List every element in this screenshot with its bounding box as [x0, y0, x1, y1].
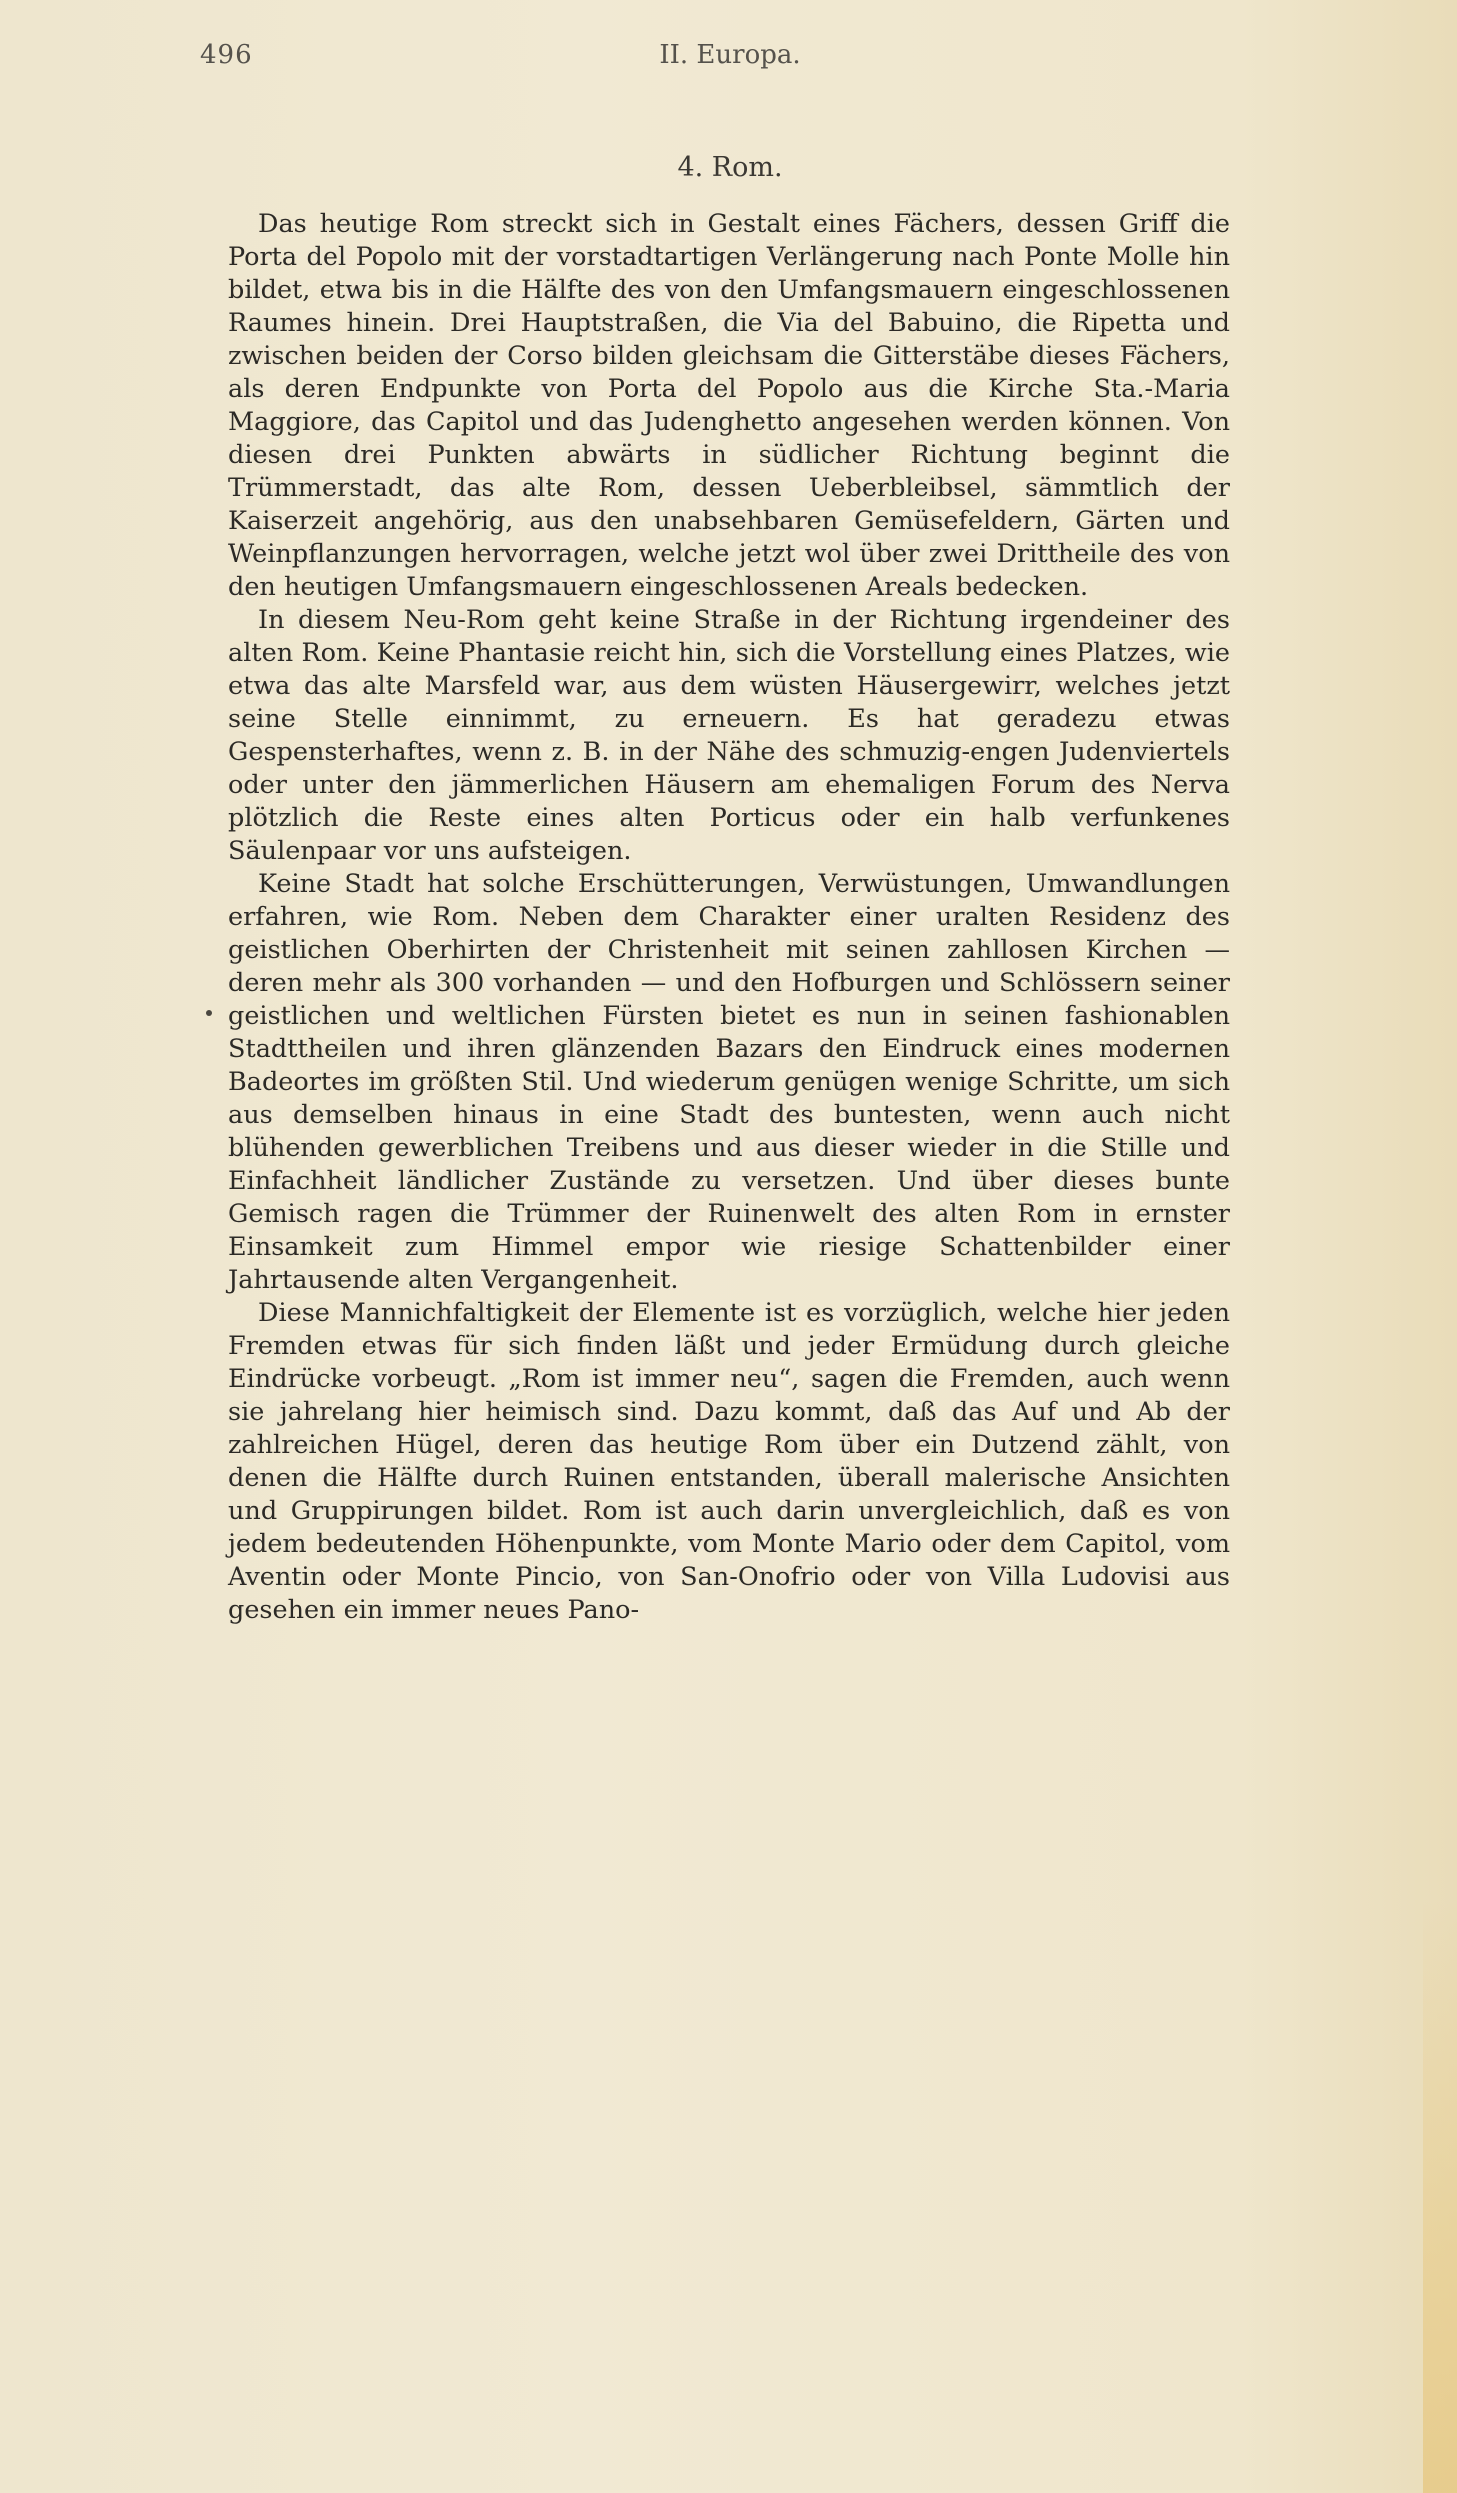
page-number: 496 [200, 40, 253, 70]
running-head [200, 40, 1260, 80]
running-title: II. Europa. [659, 40, 801, 70]
paragraph: Das heutige Rom streckt sich in Gestalt eines Fächers, dessen Griff die Porta del Popolo mit der vorstadtartigen Verlängerung nach Ponte Molle hin bildet, etwa bis in die Hälfte des von den Umfangsmauern eingeschlossenen Raumes hinein. Drei Hauptstraßen, die Via del Babuino, die Ripetta und zwischen beiden der Corso bilden gleichsam die Gitterstäbe dieses Fächers, als deren Endpunkte von Porta del Popolo aus die Kirche Sta.-Maria Maggiore, das Capitol und das Judenghetto angesehen werden können. Von diesen drei Punkten abwärts in südlicher Richtung beginnt die Trümmerstadt, das alte Rom, dessen Ueberbleibsel, sämmtlich der Kaiserzeit angehörig, aus den unabsehbaren Gemüsefeldern, Gärten und Weinpflanzungen hervorragen, welche jetzt wol über zwei Drittheile des von den heutigen Umfangsmauern eingeschlossenen Areals bedecken. [228, 209, 1230, 602]
page-edge-stain [1423, 1900, 1457, 2493]
paragraph: In diesem Neu-Rom geht keine Straße in der Richtung irgendeiner des alten Rom. Keine Phantasie reicht hin, sich die Vorstellung eines Platzes, wie etwa das alte Marsfeld war, aus dem wüsten Häusergewirr, welches jetzt seine Stelle einnimmt, zu erneuern. Es hat geradezu etwas Gespensterhaftes, wenn z. B. in der Nähe des schmuzig-engen Judenviertels oder unter den jämmerlichen Häusern am ehemaligen Forum des Nerva plötzlich die Reste eines alten Porticus oder ein halb verfunkenes Säulenpaar vor uns aufsteigen. [228, 605, 1230, 866]
paragraph: Keine Stadt hat solche Erschütterungen, Verwüstungen, Umwandlungen erfahren, wie Rom. Neben dem Charakter einer uralten Residenz des geistlichen Oberhirten der Christenheit mit seinen zahllosen Kirchen — deren mehr als 300 vorhanden — und den Hofburgen und Schlössern seiner geistlichen und weltlichen Fürsten bietet es nun in seinen fashionablen Stadttheilen und ihren glänzenden Bazars den Eindruck eines modernen Badeortes im größten Stil. Und wiederum genügen wenige Schritte, um sich aus demselben hinaus in eine Stadt des buntesten, wenn auch nicht blühenden gewerblichen Treibens und aus dieser wieder in die Stille und Einfachheit ländlicher Zustände zu versetzen. Und über dieses bunte Gemisch ragen die Trümmer der Ruinenwelt des alten Rom in ernster Einsamkeit zum Himmel empor wie riesige Schattenbilder einer Jahrtausende alten Vergangenheit. [228, 869, 1230, 1295]
paragraph: Diese Mannichfaltigkeit der Elemente ist es vorzüglich, welche hier jeden Fremden etwas für sich finden läßt und jeder Ermüdung durch gleiche Eindrücke vorbeugt. „Rom ist immer neu“, sagen die Fremden, auch wenn sie jahrelang hier heimisch sind. Dazu kommt, daß das Auf und Ab der zahlreichen Hügel, deren das heutige Rom über ein Dutzend zählt, von denen die Hälfte durch Ruinen entstanden, überall malerische Ansichten und Gruppirungen bildet. Rom ist auch darin unvergleichlich, daß es von jedem bedeutenden Höhenpunkte, vom Monte Mario oder dem Capitol, vom Aventin oder Monte Pincio, von San-Onofrio oder von Villa Ludovisi aus gesehen ein immer neues Pano- [228, 1298, 1230, 1625]
section-heading: 4. Rom. [677, 152, 783, 183]
body-text [228, 208, 1230, 1627]
margin-dot-mark [206, 1010, 212, 1016]
